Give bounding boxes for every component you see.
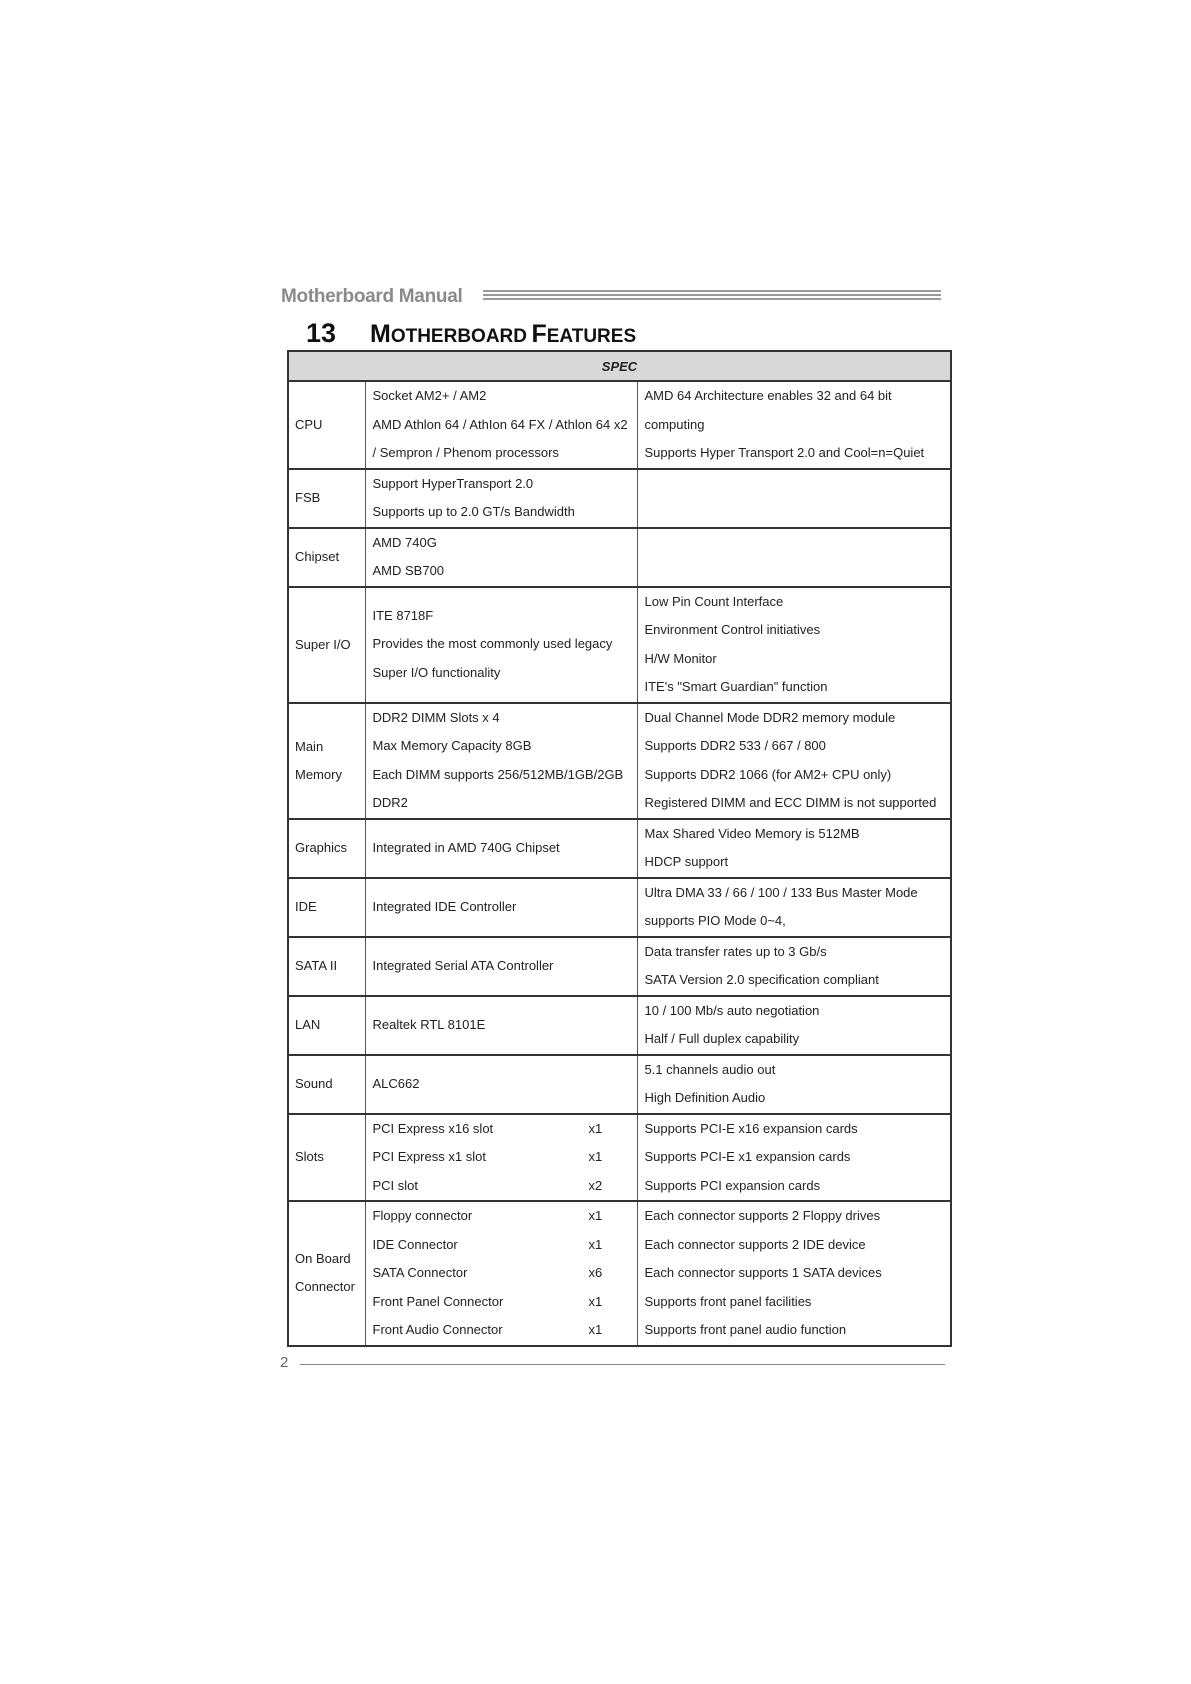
feature-line: Low Pin Count Interface	[644, 593, 784, 609]
spec-item-name: Front Panel Connector	[372, 1293, 504, 1309]
feature-cell	[637, 1055, 951, 1114]
table-row	[288, 587, 951, 703]
category-label: Super I/O	[295, 636, 351, 652]
feature-cell	[637, 937, 951, 996]
spec-item	[366, 1172, 637, 1201]
category-label: Memory	[295, 766, 342, 782]
feature-cell	[637, 819, 951, 878]
spec-line: / Sempron / Phenom processors	[372, 445, 559, 460]
spec-item	[366, 1231, 637, 1260]
category-cell	[288, 1114, 365, 1202]
feature-line: Supports DDR2 533 / 667 / 800	[644, 738, 826, 753]
spec-line: AMD 740G	[372, 534, 437, 550]
spec-item	[366, 1259, 637, 1288]
feature-cell	[637, 1201, 951, 1346]
spec-line: Realtek RTL 8101E	[372, 1016, 486, 1032]
spec-item-name: PCI Express x16 slot	[372, 1120, 494, 1136]
spec-item	[366, 1316, 637, 1345]
feature-line: HDCP support	[644, 854, 729, 869]
spec-cell	[365, 1055, 637, 1114]
feature-line: AMD 64 Architecture enables 32 and 64 bit	[644, 388, 892, 403]
footer-rule	[300, 1364, 945, 1365]
spec-header: SPEC	[288, 351, 951, 381]
spec-line: ALC662	[372, 1075, 420, 1091]
spec-item	[366, 1288, 637, 1317]
spec-item-quantity: x1	[588, 1236, 603, 1252]
spec-line: DDR2 DIMM Slots x 4	[372, 709, 500, 725]
category-cell	[288, 1055, 365, 1114]
category-cell	[288, 996, 365, 1055]
spec-cell	[365, 703, 637, 819]
spec-cell	[365, 819, 637, 878]
category-cell	[288, 381, 365, 469]
table-row	[288, 381, 951, 469]
section-title: MOTHERBOARD FEATURES	[370, 320, 637, 348]
table-row	[288, 878, 951, 937]
category-label: On Board	[295, 1251, 351, 1267]
features-table-body	[288, 351, 951, 1346]
feature-line: Half / Full duplex capability	[644, 1031, 800, 1046]
spec-line: Provides the most commonly used legacy	[372, 636, 613, 652]
category-label: SATA II	[295, 958, 338, 973]
feature-line: Supports PCI-E x1 expansion cards	[644, 1149, 851, 1164]
feature-cell	[637, 587, 951, 703]
spec-item	[366, 1202, 637, 1231]
table-row	[288, 1201, 951, 1346]
category-cell	[288, 878, 365, 937]
feature-cell	[637, 469, 951, 528]
feature-cell	[637, 878, 951, 937]
category-cell	[288, 937, 365, 996]
spec-line: Each DIMM supports 256/512MB/1GB/2GB	[372, 766, 624, 782]
spec-item-name: SATA Connector	[372, 1265, 468, 1280]
table-row	[288, 996, 951, 1055]
feature-line: Supports Hyper Transport 2.0 and Cool=n=Quiet	[644, 445, 925, 460]
table-row	[288, 528, 951, 587]
spec-line: DDR2	[372, 795, 408, 810]
spec-line: Integrated IDE Controller	[372, 898, 517, 914]
category-cell	[288, 587, 365, 703]
spec-cell	[365, 1201, 637, 1346]
feature-cell	[637, 996, 951, 1055]
feature-line: H/W Monitor	[644, 650, 717, 666]
feature-line: Registered DIMM and ECC DIMM is not supported	[644, 795, 937, 810]
spec-item-quantity: x6	[588, 1265, 603, 1280]
spec-item-quantity: x1	[588, 1120, 603, 1136]
header-title: Motherboard Manual	[281, 286, 463, 307]
category-label: LAN	[295, 1017, 321, 1032]
spec-item-quantity: x1	[588, 1293, 603, 1309]
spec-item-quantity: x1	[588, 1322, 603, 1337]
category-cell	[288, 819, 365, 878]
category-label: Chipset	[295, 549, 340, 564]
feature-line: Max Shared Video Memory is 512MB	[644, 825, 860, 841]
category-cell	[288, 1201, 365, 1346]
spec-item-name: Front Audio Connector	[372, 1322, 503, 1337]
feature-cell	[637, 703, 951, 819]
category-label: CPU	[295, 416, 323, 432]
spec-cell	[365, 1114, 637, 1202]
feature-line: Each connector supports 2 IDE device	[644, 1236, 866, 1252]
feature-cell	[637, 381, 951, 469]
feature-line: Environment Control initiatives	[644, 622, 821, 637]
category-label: Connector	[295, 1279, 355, 1295]
feature-line: Supports PCI expansion cards	[644, 1177, 821, 1193]
running-header	[281, 282, 941, 312]
feature-line: Supports PCI-E x16 expansion cards	[644, 1120, 858, 1136]
spec-line: ITE 8718F	[372, 607, 434, 623]
spec-line: AMD SB700	[372, 563, 445, 578]
spec-cell	[365, 587, 637, 703]
spec-line: Max Memory Capacity 8GB	[372, 738, 532, 753]
table-row	[288, 937, 951, 996]
spec-cell	[365, 381, 637, 469]
feature-line: Supports front panel audio function	[644, 1322, 847, 1337]
feature-line: Dual Channel Mode DDR2 memory module	[644, 709, 896, 725]
feature-line: Supports front panel facilities	[644, 1293, 812, 1309]
feature-line: Each connector supports 2 Floppy drives	[644, 1208, 881, 1223]
feature-line: SATA Version 2.0 specification compliant	[644, 972, 879, 987]
feature-line: Data transfer rates up to 3 Gb/s	[644, 943, 827, 959]
feature-cell	[637, 1114, 951, 1202]
category-label: Slots	[295, 1149, 324, 1165]
spec-line: Socket AM2+ / AM2	[372, 388, 487, 403]
page-number: 2	[280, 1354, 289, 1371]
feature-line: Supports DDR2 1066 (for AM2+ CPU only)	[644, 766, 892, 782]
category-cell	[288, 528, 365, 587]
features-table	[287, 350, 952, 1347]
feature-line: 5.1 channels audio out	[644, 1061, 776, 1077]
category-cell	[288, 469, 365, 528]
feature-line: computing	[644, 416, 705, 432]
spec-line: Integrated in AMD 740G Chipset	[372, 839, 560, 855]
feature-line: ITE's "Smart Guardian" function	[644, 679, 828, 694]
spec-item-quantity: x1	[588, 1149, 603, 1164]
spec-cell	[365, 528, 637, 587]
feature-line: 10 / 100 Mb/s auto negotiation	[644, 1002, 820, 1018]
category-label: FSB	[295, 490, 321, 505]
spec-cell	[365, 878, 637, 937]
table-row	[288, 1114, 951, 1202]
table-row	[288, 819, 951, 878]
spec-cell	[365, 996, 637, 1055]
spec-item-name: PCI Express x1 slot	[372, 1149, 486, 1164]
category-label: IDE	[295, 899, 317, 914]
spec-line: Supports up to 2.0 GT/s Bandwidth	[372, 504, 575, 519]
section-number: 13	[306, 318, 337, 348]
spec-line: Super I/O functionality	[372, 664, 501, 680]
spec-line: Integrated Serial ATA Controller	[372, 957, 554, 973]
feature-line: Ultra DMA 33 / 66 / 100 / 133 Bus Master Mode	[644, 884, 918, 900]
feature-line: supports PIO Mode 0~4,	[644, 913, 786, 928]
spec-line: AMD Athlon 64 / AthIon 64 FX / Athlon 64 x2	[372, 416, 628, 432]
spec-cell	[365, 469, 637, 528]
feature-line: High Definition Audio	[644, 1090, 766, 1105]
spec-item-name: IDE Connector	[372, 1236, 458, 1252]
spec-item	[366, 1115, 637, 1144]
spec-item-name: PCI slot	[372, 1177, 419, 1193]
category-cell	[288, 703, 365, 819]
spec-item-quantity: x1	[588, 1208, 603, 1223]
category-label: Sound	[295, 1076, 333, 1091]
table-row	[288, 703, 951, 819]
category-label: Main	[295, 738, 324, 754]
table-row	[288, 469, 951, 528]
spec-item-name: Floppy connector	[372, 1208, 473, 1223]
feature-cell	[637, 528, 951, 587]
header-rules	[483, 290, 941, 302]
spec-item	[366, 1143, 637, 1172]
spec-item-quantity: x2	[588, 1177, 603, 1193]
spec-cell	[365, 937, 637, 996]
spec-line: Support HyperTransport 2.0	[372, 475, 534, 491]
category-label: Graphics	[295, 840, 348, 855]
page-footer	[280, 1354, 945, 1374]
feature-line: Each connector supports 1 SATA devices	[644, 1265, 882, 1280]
table-row	[288, 1055, 951, 1114]
